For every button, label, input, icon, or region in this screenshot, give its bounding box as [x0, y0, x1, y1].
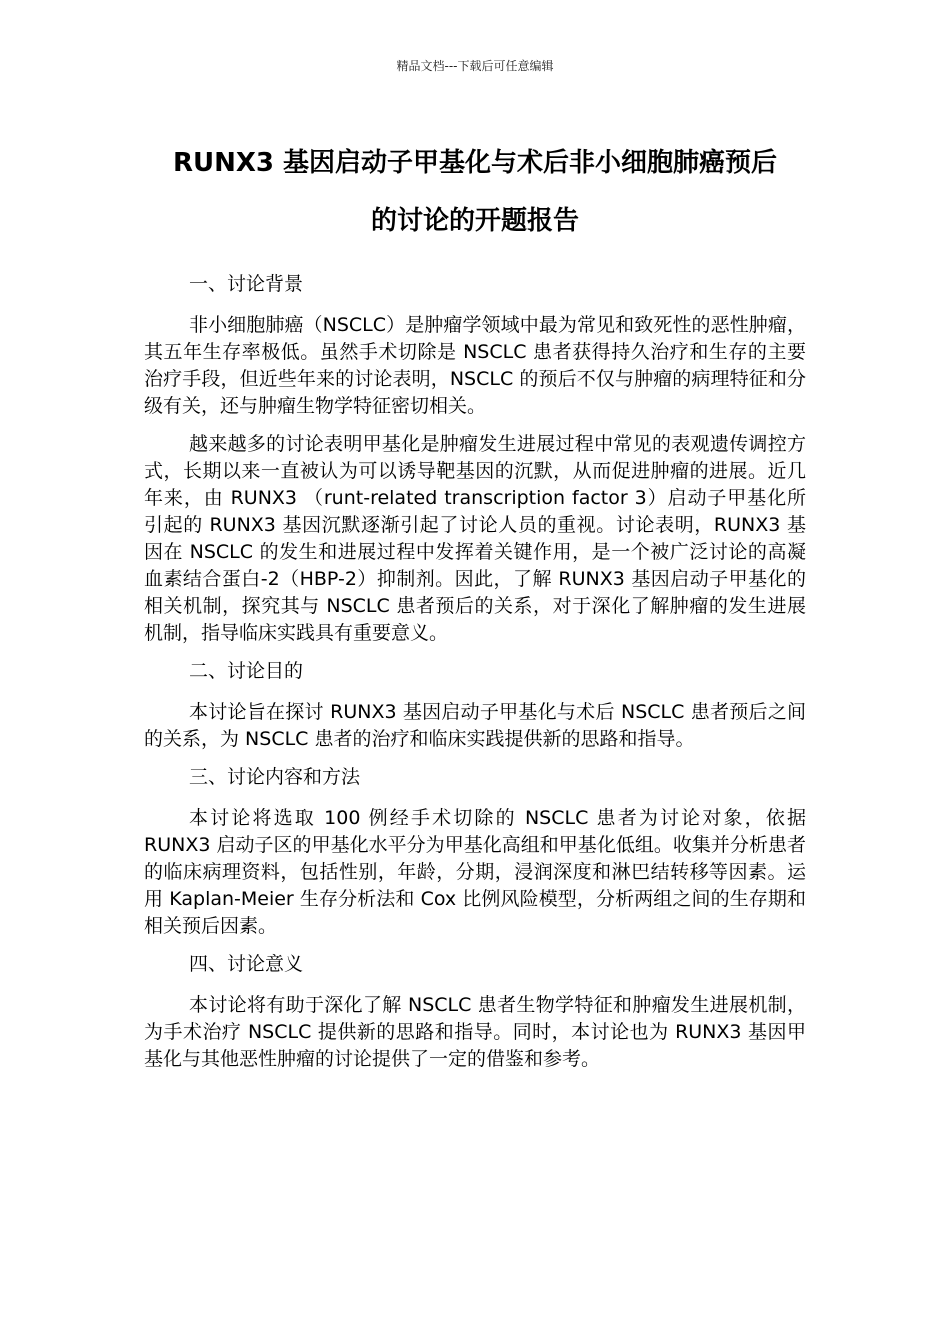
paragraph: 本讨论将有助于深化了解 NSCLC 患者生物学特征和肿瘤发生进展机制，为手术治疗 NSCLC 提供新的思路和指导。同时，本讨论也为 RUNX3 基因甲基化与其他恶性肿瘤的讨论提供了一定的借鉴和参考。 — [144, 994, 806, 1070]
paragraph: 本讨论将选取 100 例经手术切除的 NSCLC 患者为讨论对象，依据 RUNX3 启动子区的甲基化水平分为甲基化高组和甲基化低组。收集并分析患者的临床病理资料，包括性别，年龄，分期，浸润深度和淋巴结转移等因素。运用 Kaplan-Meier 生存分析法和 Cox 比例风险模型，分析两组之间的生存期和相关预后因素。 — [144, 807, 806, 937]
paragraph: 越来越多的讨论表明甲基化是肿瘤发生进展过程中常见的表观遗传调控方式，长期以来一直被认为可以诱导靶基因的沉默，从而促进肿瘤的进展。近几年来，由 RUNX3 （runt-related transcription factor 3）启动子甲基化所引起的 RUNX3 基因沉默逐渐引起了讨论人员的重视。讨论表明，RUNX3 基因在 NSCLC 的发生和进展过程中发挥着关键作用，是一个被广泛讨论的高凝血素结合蛋白-2（HBP-2）抑制剂。因此，了解 RUNX3 基因启动子甲基化的相关机制，探究其与 NSCLC 患者预后的关系，对于深化了解肿瘤的发生进展机制，指导临床实践具有重要意义。 — [144, 433, 806, 644]
title-line-2: 的讨论的开题报告 — [370, 206, 579, 236]
page-header: 精品文档---下载后可任意编辑 — [396, 59, 554, 73]
section-heading-background: 一、讨论背景 — [189, 273, 304, 295]
section-heading-methods: 三、讨论内容和方法 — [189, 766, 361, 788]
section-heading-purpose: 二、讨论目的 — [189, 660, 304, 682]
document-body — [144, 271, 806, 1084]
paragraph: 本讨论旨在探讨 RUNX3 基因启动子甲基化与术后 NSCLC 患者预后之间的关系，为 NSCLC 患者的治疗和临床实践提供新的思路和指导。 — [144, 701, 806, 750]
document-title — [130, 134, 820, 250]
section-heading-significance: 四、讨论意义 — [189, 953, 304, 975]
paragraph: 非小细胞肺癌（NSCLC）是肿瘤学领域中最为常见和致死性的恶性肿瘤，其五年生存率极低。虽然手术切除是 NSCLC 患者获得持久治疗和生存的主要治疗手段，但近些年来的讨论表明，NSCLC 的预后不仅与肿瘤的病理特征和分级有关，还与肿瘤生物学特征密切相关。 — [144, 314, 806, 417]
title-line-1: RUNX3 基因启动子甲基化与术后非小细胞肺癌预后 — [172, 148, 778, 178]
